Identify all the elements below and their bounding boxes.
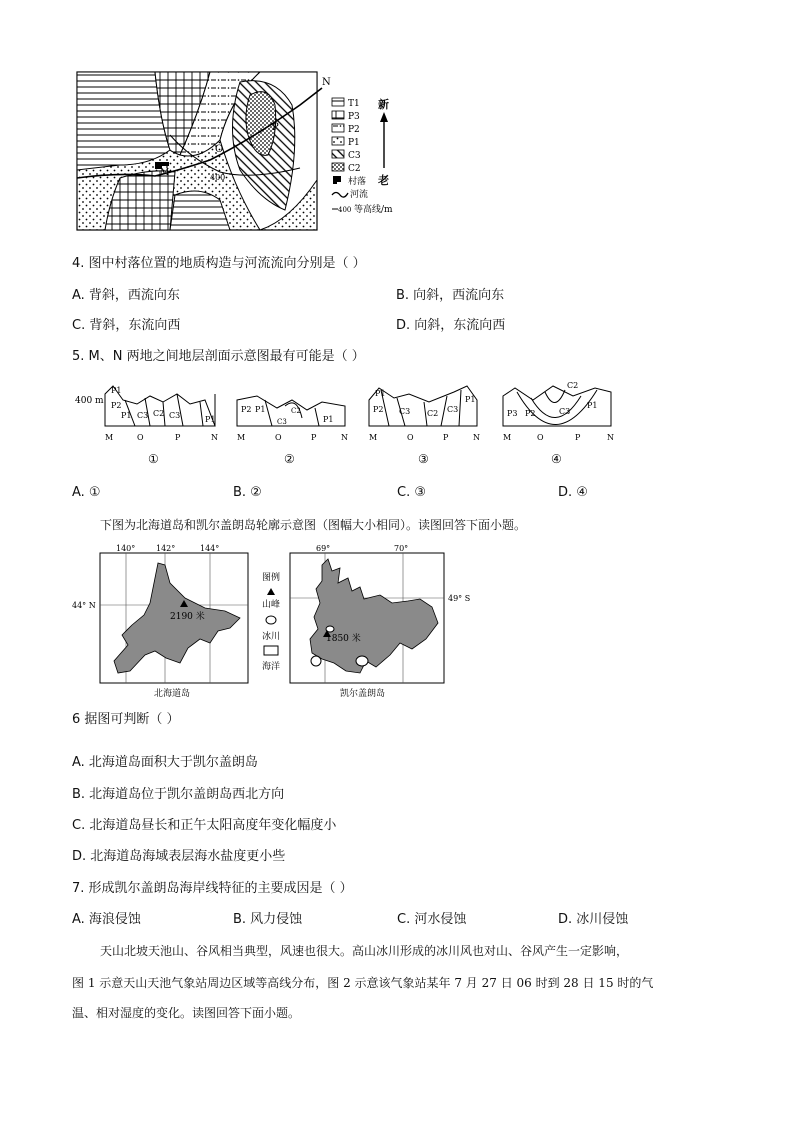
legend-contour: 等高线/m bbox=[354, 205, 393, 215]
legend-t1: T1 bbox=[348, 99, 360, 109]
s1-label-5: C2 bbox=[153, 409, 165, 418]
q6-stem: 6 据图可判断（ ） bbox=[72, 712, 180, 727]
s2-axis-p: P bbox=[311, 433, 317, 442]
legend-title: 图例 bbox=[262, 573, 281, 583]
s4-axis-p: P bbox=[575, 433, 581, 442]
s1-label-7: P1 bbox=[205, 415, 216, 424]
s2-axis-o: O bbox=[275, 433, 282, 442]
s2-label-3: C2 bbox=[291, 407, 301, 415]
label-o: O bbox=[215, 144, 224, 155]
s1-axis-p: P bbox=[175, 433, 181, 442]
kg-peak-label: 1850 米 bbox=[326, 634, 361, 644]
legend-c3: C3 bbox=[348, 151, 361, 161]
q6-option-a[interactable]: A. 北海道岛面积大于凯尔盖朗岛 bbox=[72, 755, 258, 770]
q7-option-d[interactable]: D. 冰川侵蚀 bbox=[558, 912, 629, 927]
s4-axis-o: O bbox=[537, 433, 544, 442]
arrow-old-label: 老 bbox=[378, 174, 389, 187]
s1-axis-n: N bbox=[211, 433, 218, 442]
legend-p2: P2 bbox=[348, 125, 360, 135]
q4-option-b[interactable]: B. 向斜，西流向东 bbox=[396, 288, 505, 303]
s4-label-1: C2 bbox=[567, 381, 579, 390]
s1-label-1: P1 bbox=[111, 386, 122, 395]
kg-lon-2: 70° bbox=[394, 544, 409, 553]
label-m: M bbox=[160, 168, 170, 178]
q6-option-c[interactable]: C. 北海道岛昼长和正午太阳高度年变化幅度小 bbox=[72, 818, 337, 833]
q7-option-c[interactable]: C. 河水侵蚀 bbox=[397, 912, 467, 927]
s3-label-4: C2 bbox=[427, 409, 439, 418]
q5-option-a[interactable]: A. ① bbox=[72, 485, 101, 500]
s1-label-2: P2 bbox=[111, 401, 122, 410]
s1-label-3: P1 bbox=[121, 411, 132, 420]
s4-label-3: P2 bbox=[525, 409, 536, 418]
legend-peak: 山峰 bbox=[262, 600, 281, 610]
q4-option-d[interactable]: D. 向斜，东流向西 bbox=[396, 318, 506, 333]
label-n: N bbox=[322, 77, 331, 88]
geologic-map bbox=[60, 60, 400, 240]
s3-label-2: P2 bbox=[373, 405, 384, 414]
q6-option-b[interactable]: B. 北海道岛位于凯尔盖朗岛西北方向 bbox=[72, 787, 285, 802]
legend-p1: P1 bbox=[348, 138, 360, 148]
s4-axis-n: N bbox=[607, 433, 614, 442]
s1-label-4: C3 bbox=[137, 411, 149, 420]
q7-stem: 7. 形成凯尔盖朗岛海岸线特征的主要成因是（ ） bbox=[72, 881, 353, 896]
section-num-3: ③ bbox=[418, 452, 429, 466]
label-contour: 400 bbox=[210, 173, 226, 182]
legend-river: 河流 bbox=[350, 190, 369, 200]
hk-lon-2: 142° bbox=[156, 544, 176, 553]
s3-label-6: P1 bbox=[465, 395, 476, 404]
s1-label-6: C3 bbox=[169, 411, 181, 420]
q5-option-d[interactable]: D. ④ bbox=[558, 485, 588, 500]
section-num-4: ④ bbox=[551, 452, 562, 466]
s2-label-2: P1 bbox=[255, 405, 266, 414]
q5-option-c[interactable]: C. ③ bbox=[397, 485, 426, 500]
q5-option-b[interactable]: B. ② bbox=[233, 485, 262, 500]
intro-text-2-line-1: 天山北坡天池山、谷风相当典型，风速也很大。高山冰川形成的冰川风也对山、谷风产生一定影响， bbox=[100, 944, 629, 958]
s2-label-5: P1 bbox=[323, 415, 334, 424]
s3-axis-o: O bbox=[407, 433, 414, 442]
legend-p3: P3 bbox=[348, 112, 360, 122]
s4-label-5: P1 bbox=[587, 401, 598, 410]
hk-lon-3: 144° bbox=[200, 544, 220, 553]
legend-c2: C2 bbox=[348, 164, 361, 174]
s2-label-4: C3 bbox=[277, 418, 287, 426]
legend-contour-value: 400 bbox=[338, 206, 352, 214]
intro-text-2-line-3: 温、相对湿度的变化。读图回答下面小题。 bbox=[72, 1006, 301, 1020]
q4-option-a[interactable]: A. 背斜，西流向东 bbox=[72, 288, 180, 303]
s3-axis-n: N bbox=[473, 433, 480, 442]
intro-text-2-line-2: 图 1 示意天山天池气象站周边区域等高线分布，图 2 示意该气象站某年 7 月 27 日 06 时到 28 日 15 时的气 bbox=[72, 976, 654, 990]
section-elevation: 400 m bbox=[75, 396, 104, 406]
legend-glacier: 冰川 bbox=[262, 632, 281, 642]
hk-lat: 44° N bbox=[72, 601, 96, 610]
label-p: P bbox=[272, 122, 279, 133]
hk-peak-label: 2190 米 bbox=[170, 612, 205, 622]
s3-label-3: C3 bbox=[399, 407, 411, 416]
q6-option-d[interactable]: D. 北海道岛海域表层海水盐度更小些 bbox=[72, 849, 286, 864]
kg-lat: 49° S bbox=[448, 594, 471, 603]
arrow-new-label: 新 bbox=[378, 98, 389, 111]
s2-axis-m: M bbox=[237, 433, 246, 442]
hk-lon-1: 140° bbox=[116, 544, 136, 553]
s1-axis-m: M bbox=[105, 433, 114, 442]
legend-ocean: 海洋 bbox=[262, 662, 281, 672]
q7-option-b[interactable]: B. 风力侵蚀 bbox=[233, 912, 303, 927]
s4-label-4: C3 bbox=[559, 407, 571, 416]
s2-label-1: P2 bbox=[241, 405, 252, 414]
s3-label-5: C3 bbox=[447, 405, 459, 414]
q7-option-a[interactable]: A. 海浪侵蚀 bbox=[72, 912, 141, 927]
intro-text-1: 下图为北海道岛和凯尔盖朗岛轮廓示意图（图幅大小相同）。读图回答下面小题。 bbox=[100, 518, 527, 532]
kg-caption: 凯尔盖朗岛 bbox=[340, 689, 386, 699]
s3-axis-p: P bbox=[443, 433, 449, 442]
legend-village: 村落 bbox=[348, 177, 367, 187]
s3-label-1: P1 bbox=[375, 389, 386, 398]
section-num-2: ② bbox=[284, 452, 295, 466]
cross-sections bbox=[75, 378, 620, 470]
q5-stem: 5. M、N 两地之间地层剖面示意图最有可能是（ ） bbox=[72, 349, 365, 364]
section-num-1: ① bbox=[148, 452, 159, 466]
s2-axis-n: N bbox=[341, 433, 348, 442]
q4-stem: 4. 图中村落位置的地质构造与河流流向分别是（ ） bbox=[72, 256, 366, 271]
s4-label-2: P3 bbox=[507, 409, 518, 418]
s3-axis-m: M bbox=[369, 433, 378, 442]
q4-option-c[interactable]: C. 背斜，东流向西 bbox=[72, 318, 181, 333]
kg-lon-1: 69° bbox=[316, 544, 331, 553]
island-maps bbox=[70, 543, 480, 703]
hk-caption: 北海道岛 bbox=[154, 689, 191, 699]
s4-axis-m: M bbox=[503, 433, 512, 442]
s1-axis-o: O bbox=[137, 433, 144, 442]
